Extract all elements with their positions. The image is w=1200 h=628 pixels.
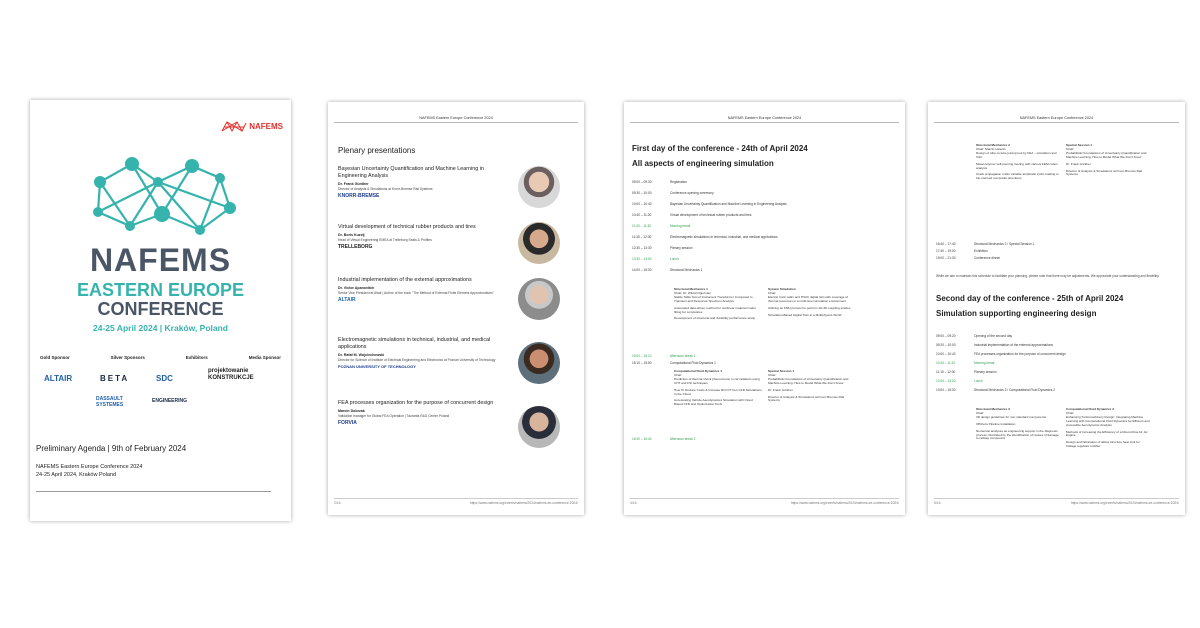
footer-url[interactable]: https://www.nafems.org/events/nafems/2024/nafems-ee-conference-2024/ [469,501,578,505]
schedule-time: 10:00 – 10:40 [936,352,956,356]
gold-sponsor-heading: Gold Sponsor [40,355,70,360]
talk-speaker: Dr. Rafał M. Wojciechowski [338,353,385,357]
parallel-sessions [976,144,1150,184]
parallel-sessions [674,370,856,410]
speaker-photo [518,166,560,208]
session-talk: Simulation-Based Digital Twin in a Multiphysics World [768,312,842,317]
talk-speaker: Dr. Boris Kuzelj [338,233,365,237]
page-number: 2/16 [334,501,341,505]
talk-title: Bayesian Uncertainty Quantification and Machine Learning in Engineering Analysis [338,166,484,179]
session-talk: Methods of increasing the Efficiency of a Direct-Flow Air Jet Engine [1066,429,1148,438]
schedule-item: Industrial implementation of the external approximations [974,343,1054,347]
talk-speaker: Dr. Victor Apanovitch [338,286,375,290]
schedule-row [936,256,1179,260]
session-talk: Director of Analysis & Simulations at Knorr-Bremse Rail Systems [1066,168,1142,177]
schedule-item: Afternoon break 1 [670,354,696,358]
schedule-item: Structural Mechanics 2 / Special Session 1 [974,242,1035,246]
schedule-row [936,249,1179,253]
talk-description: Director for Science of Institute of Electrical Engineering and Electronics at Poznan University of Technology [338,358,496,362]
page-header: NAFEMS Eastern Europe Conference 2024 [419,116,493,120]
nafems-mark-icon [221,120,247,132]
schedule-row [936,242,1179,246]
session-talk: Director of Analysis & Simulations at Knorr-Bremse Rail Systems [768,394,844,403]
schedule-row [632,224,899,228]
schedule-item: Exhibition [974,249,988,253]
day-two-page [928,102,1185,515]
session-title: Structural Mechanics 2 [976,143,1010,147]
session-title: Special Session 1 [1066,143,1093,147]
plenary-page [328,102,584,515]
page-footer [934,501,1179,505]
session-talk: Numerical analyses as engineering support in the diagnosis process, illustrated by the identification of causes of damage to railway component [976,428,1059,441]
schedule-row [632,268,899,272]
schedule-time: 13:30 – 14:00 [632,257,652,261]
schedule-item: Morning break [670,224,691,228]
session-talk: Probabilistic Foundations of Uncertainty Quantification and Machine Learning: How to Model What We Don't Know [768,376,849,385]
day-title: First day of the conference - 24th of April 2024 [632,144,808,153]
schedule-time: 10:40 – 11:20 [632,213,652,217]
schedule-row [632,437,899,441]
schedule-row [632,202,899,206]
conference-name-line: NAFEMS Eastern Europe Conference 2024 [36,464,143,470]
schedule-time: 10:40 – 11:10 [936,361,956,365]
schedule-time: 11:30 – 12:30 [632,235,652,239]
schedule-item: Virtual development of technical rubber products and tires [670,213,752,217]
session-column [976,408,1060,452]
speaker-photo [518,222,560,264]
schedule-row [632,246,899,250]
conference-date-line: 24-25 April 2024, Kraków Poland [36,472,117,478]
session-talk: Prediction of thermal shock phenomenon in car radiators using CHT and FSI techniques [674,376,760,385]
talk-item [338,166,513,199]
session-column [1066,408,1150,452]
parallel-sessions [976,408,1150,452]
session-talk: Electric truck cabin and HVAC digital twin with coverage of thermal resources in a multi-level simulation environment [768,294,848,303]
schedule-time: 09:20 – 10:00 [936,343,956,347]
session-talk: Offshore Pipeline Installation [976,421,1016,426]
schedule-time: 15:00 – 15:10 [632,354,652,358]
speaker-photo [518,406,560,448]
ec-engineering-logo: ENGINEERING [152,398,188,404]
talk-description: Validation manager for Global FEA Operation | Tauranta R&D Center Poland [338,414,450,418]
schedule-time: 16:30 – 16:40 [632,437,652,441]
session-chair: Chair: [768,372,777,377]
talk-description: Director of Analysis & Simulations at Knorr-Bremse Rail Systems [338,187,433,191]
nafems-logo [221,120,283,132]
session-talk: 3D design guidelines for non-standard components [976,414,1046,419]
divider [934,498,1179,499]
session-chair: Chair: [1066,146,1075,151]
session-talk: Probabilistic Foundations of Uncertainty Quantification and Machine Learning: How to Model What We Don't Know [1066,150,1147,159]
schedule-time: 09:30 – 10:00 [632,191,652,195]
page-number: 4/16 [630,501,637,505]
schedule-time: 11:20 – 11:30 [632,224,652,228]
schedule-item: Plenary session [670,246,693,250]
talk-speaker: Dr. Frank Günther [338,182,369,186]
trelleborg-logo: TRELLEBORG [338,244,373,251]
schedule-item: Bayesian Uncertainty Quantification and Machine Learning in Engineering Analysis [670,202,787,206]
session-column [768,370,856,410]
page-number: 5/16 [934,501,941,505]
schedule-time: 12:00 – 13:00 [936,379,956,383]
speaker-photo [518,342,560,384]
schedule-row [632,213,899,217]
schedule-time: 14:00 – 15:00 [632,268,652,272]
session-chair: Chair: Dr. Witold Ogierman [674,290,711,295]
schedule-item: Afternoon break 2 [670,437,696,441]
schedule-time: 09:00 – 09:30 [632,180,652,184]
session-chair: Chair: Marcin Lisiecki [976,146,1006,151]
schedule-row [936,361,1179,365]
media-sponsor-heading: Media Sponsor [248,355,281,360]
forvia-logo: FORVIA [338,420,357,427]
session-talk: Dr. Frank Günther [768,387,793,392]
schedule-row [632,180,899,184]
page-header: NAFEMS Eastern Europe Conference 2024 [727,116,802,120]
session-title: Computational Fluid Dynamics 2 [1066,407,1114,411]
schedule-item: Computational Fluid Dynamics 1 [670,361,716,365]
session-title: System Simulation [768,287,796,291]
session-title: Computational Fluid Dynamics 1 [674,369,722,373]
page-footer [334,501,578,505]
session-column [768,288,856,324]
session-column [674,288,762,324]
schedule-row [936,343,1179,347]
schedule-item: Electromagnetic simulations in technical, industrial, and medical applications [670,235,778,239]
page-footer [630,501,899,505]
divider [630,498,899,499]
talk-item [338,224,513,250]
session-talk: Design and fabrication of lattice structure heat sink for Voltage regulator rectifier [1066,440,1140,449]
schedule-row [632,235,899,239]
schedule-row [936,334,1179,338]
schedule-item: FEA processes organization for the purpose of concurrent design [974,352,1066,356]
divider [334,498,578,499]
day-subtitle: All aspects of engineering simulation [632,159,774,168]
preliminary-agenda-line: Preliminary Agenda | 9th of February 2024 [36,444,187,453]
schedule-row [632,257,899,261]
talk-item [338,277,513,303]
schedule-item: Lunch [974,379,983,383]
schedule-item: Plenary session [974,370,997,374]
conference-info [36,463,142,479]
conference-date-place: 24-25 April 2024 | Kraków, Poland [93,323,228,333]
day-title: Second day of the conference - 25th of April 2024 [936,294,1124,303]
schedule-item: Lunch [670,257,679,261]
session-talk: Utilizing an FMU protocol to perform 1D-3D coupling studies [768,305,851,310]
session-talk: Dr. Frank Günther [1066,161,1091,166]
session-chair: Chair: [1066,410,1075,415]
schedule-row [936,379,1179,383]
schedule-time: 16:40 – 17:40 [936,242,956,246]
divider [630,122,899,123]
talk-item [338,400,513,426]
schedule-time: 11:10 – 12:00 [936,370,956,374]
schedule-item: Structural Mechanics 1 [670,268,703,272]
session-talk: Development of structural and durability performance study [674,316,755,321]
conference-title-nafems: NAFEMS [89,242,232,278]
schedule-time: 17:40 – 19:00 [936,249,956,253]
altair-logo: ALTAIR [44,374,73,383]
session-talk: Crack propagation under variable amplitude cyclic loading in bio-sourced composite structures [976,172,1059,181]
schedule-row [936,388,1179,392]
beta-logo: BETA [100,374,130,383]
schedule-time: 10:00 – 10:40 [632,202,652,206]
day-subtitle: Simulation supporting engineering design [936,309,1097,318]
knorr-bremse-logo: KNORR-BREMSE [338,193,380,200]
schedule-item: Opening of the second day [974,334,1013,338]
schedule-item: Conference opening ceremony [670,191,714,195]
session-column [674,370,762,410]
network-graphic-icon [80,152,245,240]
session-talk: Automated data-driven method for nonlinear material model fitting for composites [674,305,756,314]
silver-sponsor-heading: Silver Sponsors [110,355,145,360]
talk-item [338,337,513,369]
talk-description: Head of Virtual Engineering EMEA at Trelleborg Seals & Profiles [338,238,432,242]
talk-title: FEA processes organization for the purpose of concurrent design [338,400,494,406]
schedule-row [936,370,1179,374]
schedule-time: 15:10 – 15:50 [632,361,652,365]
divider [934,122,1179,123]
poznan-university-logo: POZNAN UNIVERSITY OF TECHNOLOGY [338,364,416,370]
cover-page [30,100,291,521]
session-talk: How To Reduce Costs & Increase ROI Of Your CFD Simulations In the Cloud [674,387,762,396]
session-column [976,144,1060,184]
session-talk: Metal-polymer self-piercing riveting with various FEM codes analysis [976,161,1058,170]
talk-description: Senior Vice President at Altair | Author of the book "The Method of External Finite Element Approximations" [338,291,494,295]
day-one-page [624,102,905,515]
schedule-time: 19:00 – 21:00 [936,256,956,260]
talk-title: Industrial implementation of the external approximations [338,277,472,283]
schedule-row [936,352,1179,356]
parallel-sessions [674,288,856,324]
schedule-time: 13:00 – 15:00 [936,388,956,392]
schedule-time: 12:30 – 13:30 [632,246,652,250]
session-column [1066,144,1150,184]
talk-speaker: Marcin Dobrzak [338,409,365,413]
schedule-row [632,191,899,195]
projektowanie-konstrukcje-logo: projektowanie KONSTRUKCJE [208,368,254,381]
exhibitors-heading: Exhibitors [185,355,208,360]
session-talk: Enhancing Turbomachinery Design: Integrating Machine Learning with Computational Fluid Dynamics for Efficient and Accessible Aerodynamic Analysis [1066,414,1150,427]
page-header: NAFEMS Eastern Europe Conference 2024 [1019,116,1094,120]
schedule-item: Conference dinner [974,256,1001,260]
footer-url[interactable]: https://www.nafems.org/events/nafems/2024/nafems-ee-conference-2024/ [790,501,899,505]
sponsor-headings [40,355,281,360]
schedule-row [632,354,899,358]
session-title: Special Session 1 [768,369,795,373]
session-talk: Accelerating Vehicle Aerodynamics Simulation with Cloud Based CFD and Optimization Tools [674,398,753,407]
speaker-photo [518,278,560,320]
divider [36,491,271,492]
sdc-logo: SDC [156,374,173,383]
footer-url[interactable]: https://www.nafems.org/events/nafems/2024/nafems-ee-conference-2024/ [1070,501,1179,505]
session-chair: Chair: [674,372,683,377]
page-title: Plenary presentations [338,146,416,155]
dassault-logo: DASSAULT SYSTEMES [96,396,124,408]
talk-title: Electromagnetic simulations in technical, industrial, and medical applications [338,337,491,350]
session-chair: Chair: [768,290,777,295]
session-chair: Chair: [976,410,985,415]
schedule-row [632,361,899,365]
talk-title: Virtual development of technical rubber products and tires [338,224,476,230]
schedule-item: Structural Mechanics 3 / Computational Fluid Dynamics 2 [974,388,1055,392]
session-talk: Stable Table Test of Instrument Transformer Compared to Transient and Response Spectrum Analysis [674,294,753,303]
session-title: Structural Mechanics 1 [674,287,708,291]
schedule-time: 09:00 – 09:20 [936,334,956,338]
schedule-note: While we aim to maintain this schedule to facilitate your planning, please note that there may be adjustments. We appreciate your understanding and flexibility. [936,274,1160,278]
schedule-item: Morning break [974,361,995,365]
schedule-item: Registration [670,180,688,184]
session-talk: Design of tube-to-tube joining tool by FEA – simulation and V&V [976,150,1057,159]
conference-title-word: CONFERENCE [97,299,224,319]
nafems-logo-text: NAFEMS [249,121,283,131]
session-title: Structural Mechanics 3 [976,407,1010,411]
altair-logo: ALTAIR [338,297,356,304]
divider [334,122,578,123]
conference-title-region: EASTERN EUROPE [76,280,245,300]
